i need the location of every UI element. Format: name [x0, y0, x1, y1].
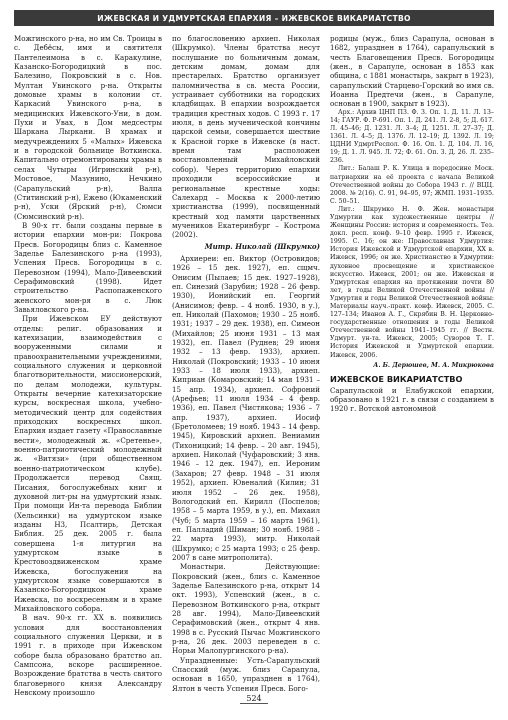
running-header-title: ИЖЕВСКАЯ И УДМУРТСКАЯ ЕПАРХИЯ – ИЖЕВСКОЕ ВИКАРИАТСТВО	[97, 13, 411, 23]
running-header	[14, 10, 494, 26]
article-heading: ИЖЕВСКОЕ ВИКАРИАТСТВО	[330, 373, 463, 384]
text-column-1	[14, 34, 162, 698]
paragraph: по благословению архиеп. Николая (Шкрумко). Члены братства несут послушание по больничным домам, детским домам, домам для престарелых. Братство организует паломничества в св. места России, устраивает субботники на городских кладбищах. В епархии возрождается традиция крестных ходов. С 1993 г. 17 июля, в день мученической кончины царской семьи, совершается шествие к Красной горке в Ижевске (в наст. время там расположен восстановленный Михайловский собор). Через территорию епархии проходили всероссийские и региональные крестные ходы: Салехард – Москва к 2000-летию христианства (1999), посвященный крестный ход памяти царственных мучеников Екатеринбург – Кострома (2002).	[172, 34, 320, 240]
literature-references: Лит.: Шкрумко Н. Ф. Жен. монастыри Удмуртии как художественные центры // Женщины России: история и современность. Тез. докл. респ. конф. 9–10 февр. 1995 г. Ижевск, 1995. С. 16; он же: Православная Удмуртия: История Ижевской и Удмуртской епархии, XX в. Ижевск, 1996; он же. Христианство в Удмуртии: духовное просвещение и христианское искусство. Ижевск, 2001; он же. Ижевская и Удмуртская епархия на протяжении почти 80 лет, в годы Великой Отечественной войны // Удмуртия и годы Великой Отечественной войны: Материалы науч.-практ. конф. Ижевск, 2005. С. 127–134; Иванов А. Г., Скрябин В. Н. Церковно-государственные отношения в годы Великой Отечественной войны 1941–1945 гг. // Вестн. Удмурт. ун-та. Ижевск, 2005; Суворов Т. Г. История Ижевской и Удмуртской епархии. Ижевск, 2006.	[330, 205, 494, 359]
page-footer	[0, 694, 508, 703]
paragraph: родицы (муж., близ Сарапула, основан в 1682, упразднен в 1764), сарапульский в честь Благовещения Пресв. Богородицы (жен., в Сарапуле, основан в 1853 как община, с 1881 монастырь, закрыт в 1923), сарапульский Старцево-Горский во имя св. Иоанна Предтечи (жен., в Сарапуле, основан в 1900, закрыт в 1923).	[330, 34, 494, 109]
text-column-2	[172, 34, 320, 693]
author-signature: Митр. Николай (Шкрумко)	[204, 241, 320, 251]
page-number: 524	[240, 694, 267, 704]
paragraph: В 90-х гг. были созданы первые в истории епархии мон-ри: Покрова Пресв. Богородицы близ с. Каменное Заделье Балезинского р-на (1993), Успения Пресв. Богородицы в с. Перевозном (1994), Мало-Дивеевский Серафимовский (1998). Идет строительство Распопаженского женского мон-ря в с. Люк Завьяловского р-на.	[14, 220, 162, 314]
author-signature: А. Б. Дерюшев, М. А. Микрюкова	[373, 361, 494, 369]
archive-references: Арх.: Архив ЦНП П3. Ф. 3. Оп. 1. Д. 11. Л. 13–14; ГАУР. Ф. Р-691. Оп. 1. Д. 241. Л. 2-8, 5; Д. 617. Л. 45–46; Д. 1231. Л. 3–4; Д. 1251. Л. 27–37; Д. 1361. Л. 4–5; Д. 1376. Л. 12–19; Д. 1392. Л. 19; ЦДНИ УдмртРеспол. Ф. 16. Оп. 1. Д. 104. Л. 16, 19; Д. 1. Л. 945. Л. 72; Ф. 61. Оп. 3. Д. 26. Л. 235–236.	[330, 108, 494, 165]
literature-references: Лит.: Балаш Р. К. Улица в поредосине Моск. патриархии на её проекта с начала Великой Отечественной войны до Собора 1943 г. // ВЦЦ. 2008. № 2(16). С. 91, 94–95, 97; ЖМП. 1931–1935. С. 50–51.	[330, 165, 494, 205]
text-column-3	[330, 34, 494, 684]
paragraph: Сарапульской и Елабужской епархии, образовано в 1921 г. в связи с созданием в 1920 г. Вотской автономной	[330, 385, 494, 414]
paragraph: Можгинского р-на, но им Св. Троицы в с. Дебёсы, имя и святителя Пантелеимона в с. Каракулине, Казанско-Богородицкий в пос. Балезино, Покровский в с. Нов. Мултан Увинского р-на. Открыты домовые храмы в колонии ст. Каркасий Увинского р-на, в медицинских Ижевского-Уни, в дом. Пухи и Увах, в Дом медсестры Шаркана Лыркани. В храмах и медучреждениях 5 «Малых» Ижевска и в городской больнице Воткинска. Капитально отремонтированы храмы в селах Чутыры (Игринский р-н), Мостовое, Мазунино, Нечкино (Сарапульский р-н), Валпа (Ститинский р-н), Ежево (Юкаменский р-н), Уски (Ярский р-н), Сюмси (Сюмсинский р-н).	[14, 34, 162, 221]
monasteries-paragraph: Монастыри. Действующие: Покровский (жен., близ с. Каменное Заделье Балезинского р-на, открыт 14 окт. 1993), Успенский (жен., в с. Перевозном Воткинского р-на, открыт 28 авг. 1994), Мало-Дивеевский Серафимовский (жен., открыт 4 янв. 1998 в с. Русский Пычас Можгинского р-на, 26 дек. 2003 переведен в с. Норьи Малопургинского р-на).	[172, 562, 320, 656]
paragraph: При Ижевском ЕУ действуют отделы: религ. образования и катехизации, взаимодействия с вооруженными силами и правоохранительными учреждениями, социального служения и церковной благотворительности, миссионерский, по делам молодежи, культуры. Открыты вечерние катехизаторские курсы, воскресная школа, учебно-методический центр для содействия приходских воскресных школ. Епархия издает газету «Православные вести», молодежный ж. «Сретенье», военно-патриотический молодежный ж. «Витязи» (при общественном военно-патриотическом клубе). Продолжается перевод Свящ. Писания, богослужебных книг и духовной лит-ры на удмуртский язык. При помощи Ин-та перевода Библии (Хельсинки) на удмуртском языке изданы Н3, Псалтирь, Детская Библия. 25 дек. 2005 г. была совершена 1-я литургия на удмуртском языке в Крестовоздвиженском храме Ижевска, богослужения на удмуртском языке совершаются в Казанско-Богородицком храме Ижевска, по воскресеньям и в храме Михайловского собора.	[14, 314, 162, 613]
paragraph: В нач. 90-х гг. XX в. появились условия для восстановления социального служения Церкви, и в 1991 г. в приходе при Ижевском соборе была образовано братство ап. Сампсона, вскоре расширенное. Возрождение братства в честь святого благоверного князя Александру Невскому произошло	[14, 613, 162, 698]
abolished-monasteries-paragraph: Упраздненные: Усть-Сарапульский Спасский (муж. близ Сарапула, основан в 1650, упразднен в 1764), Ялтон в честь Успения Пресв. Бого-	[172, 655, 320, 693]
bishops-list: Архиереи: еп. Виктор (Островидов; 1926 – 15 дек. 1927), еп. сщмч. Онисим (Пылаев; 15 дек. 1927–1928), еп. Синезий (Зарубин; 1928 – 26 февр. 1930), Ионийский еп. Георгий (Анисимов; февр. – 4 нояб. 1930, в у.), еп. Николай (Пахомов; 1930 – 25 нояб. 1931; 1937 – 29 дек. 1938), еп. Симеон (Михайлов; 25 июня 1931 – 13 мая 1932), еп. Павел (Руднев; 29 июня 1932 – 13 февр. 1933), архиеп. Николай (Покровский; 1933 – 10 июня 1933 – 18 июля 1933), архиеп. Киприан (Комаровский; 14 мая 1931 – 15 апр. 1934), архиеп. Софроний (Арефьев; 11 июля 1934 – 4 февр. 1936), еп. Павел (Чистякова; 1936 – 7 апр. 1937), архиеп. Иосиф (Бретоломеев; 19 нояб. 1943 – 14 февр. 1945), Кировский архиеп. Вениамин (Тихоницкий; 14 февр. – 20 авг. 1945), архиеп. Николай (Чуфаровский; 3 янв. 1946 – 12 дек. 1947), еп. Иероним (Захаров; 27 февр. 1948 – 31 июля 1952), архиеп. Ювеналий (Килин; 31 июля 1952 – 26 дек. 1958), Вологодский еп. Кирилл (Поспелов; 1958 – 5 марта 1959, в у.), еп. Михаил (Чуб; 5 марта 1959 – 16 марта 1961), еп. Палладий (Шиман; 30 нояб. 1988 – 22 марта 1993), митр. Николай (Шкрумко; с 25 марта 1993; с 25 февр. 2007 в сане митрополита).	[172, 253, 320, 562]
